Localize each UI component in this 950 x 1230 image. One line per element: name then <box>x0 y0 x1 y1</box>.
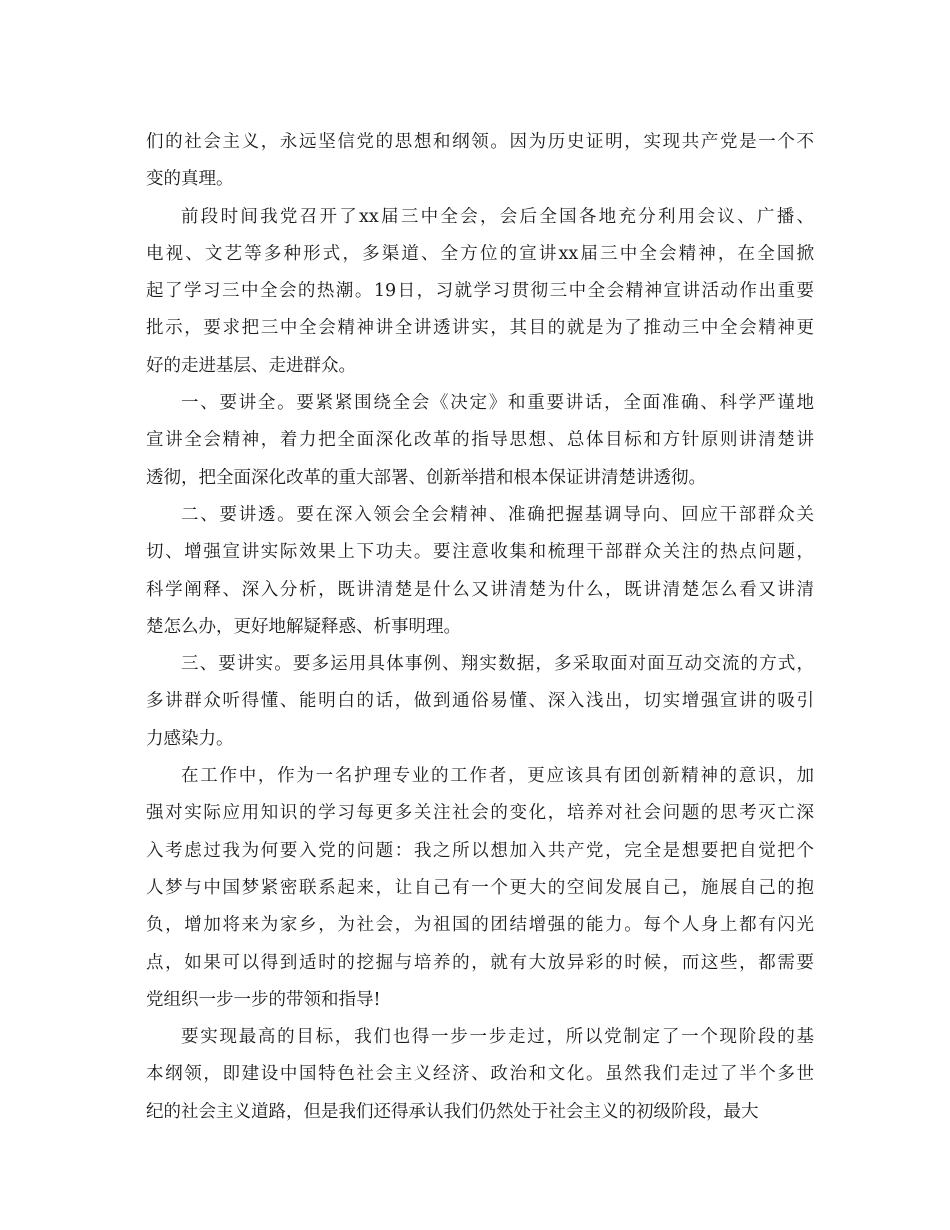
text-line: 入考虑过我为何要入党的问题：我之所以想加入共产党，完全是想要把自觉把个 <box>146 840 814 861</box>
text-line: 一、要讲全。要紧紧围绕全会《决定》和重要讲话，全面准确、科学严谨地 <box>181 393 814 414</box>
paragraph <box>146 1019 814 1131</box>
paragraph <box>146 758 814 1019</box>
text-line: 前段时间我党召开了xx届三中全会，会后全国各地充分利用会议、广播、 <box>181 206 814 227</box>
text-line: 透彻，把全面深化改革的重大部署、创新举措和根本保证讲清楚讲透彻。 <box>146 467 706 488</box>
text-line: 多讲群众听得懂、能明白的话，做到通俗易懂、深入浅出，切实增强宣讲的吸引 <box>146 691 814 712</box>
text-line: 们的社会主义，永远坚信党的思想和纲领。因为历史证明，实现共产党是一个不 <box>146 132 814 152</box>
text-line: 变的真理。 <box>146 169 234 190</box>
paragraph <box>146 646 814 758</box>
text-line: 批示，要求把三中全会精神讲全讲透讲实，其目的就是为了推动三中全会精神更 <box>146 318 814 339</box>
text-line: 二、要讲透。要在深入领会全会精神、准确把握基调导向、回应干部群众关 <box>181 504 814 525</box>
paragraph <box>146 199 814 385</box>
paragraph <box>146 497 814 646</box>
text-line: 切、增强宣讲实际效果上下功夫。要注意收集和梳理干部群众关注的热点问题， <box>146 542 814 563</box>
text-line: 纪的社会主义道路，但是我们还得承认我们仍然处于社会主义的初级阶段，最大 <box>146 1101 759 1122</box>
text-line: 宣讲全会精神，着力把全面深化改革的指导思想、总体目标和方针原则讲清楚讲 <box>146 430 814 451</box>
text-line: 强对实际应用知识的学习每更多关注社会的变化，培养对社会问题的思考灭亡深 <box>146 803 814 824</box>
text-line: 三、要讲实。要多运用具体事例、翔实数据，多采取面对面互动交流的方式， <box>181 654 814 675</box>
text-line: 好的走进基层、走进群众。 <box>146 355 356 376</box>
text-line: 起了学习三中全会的热潮。19日，习就学习贯彻三中全会精神宣讲活动作出重要 <box>146 281 814 302</box>
text-line: 力感染力。 <box>146 728 234 749</box>
text-line: 负，增加将来为家乡，为社会，为祖国的团结增强的能力。每个人身上都有闪光 <box>146 915 814 936</box>
paragraph <box>146 385 814 497</box>
text-line: 科学阐释、深入分析，既讲清楚是什么又讲清楚为什么，既讲清楚怎么看又讲清 <box>146 579 814 600</box>
text-line: 党组织一步一步的带领和指导! <box>146 989 381 1010</box>
text-line: 在工作中，作为一名护理专业的工作者，更应该具有团创新精神的意识，加 <box>181 766 814 787</box>
text-line: 电视、文艺等多种形式，多渠道、全方位的宣讲xx届三中全会精神，在全国掀 <box>146 243 814 264</box>
text-line: 要实现最高的目标，我们也得一步一步走过，所以党制定了一个现阶段的基 <box>181 1027 814 1048</box>
text-line: 点，如果可以得到适时的挖掘与培养的，就有大放异彩的时候，而这些，都需要 <box>146 952 814 973</box>
document-page <box>146 124 814 1131</box>
paragraph <box>146 124 814 199</box>
text-line: 楚怎么办，更好地解疑释惑、析事明理。 <box>146 616 461 637</box>
text-line: 本纲领，即建设中国特色社会主义经济、政治和文化。虽然我们走过了半个多世 <box>146 1064 814 1085</box>
text-line: 人梦与中国梦紧密联系起来，让自己有一个更大的空间发展自己，施展自己的抱 <box>146 877 814 898</box>
